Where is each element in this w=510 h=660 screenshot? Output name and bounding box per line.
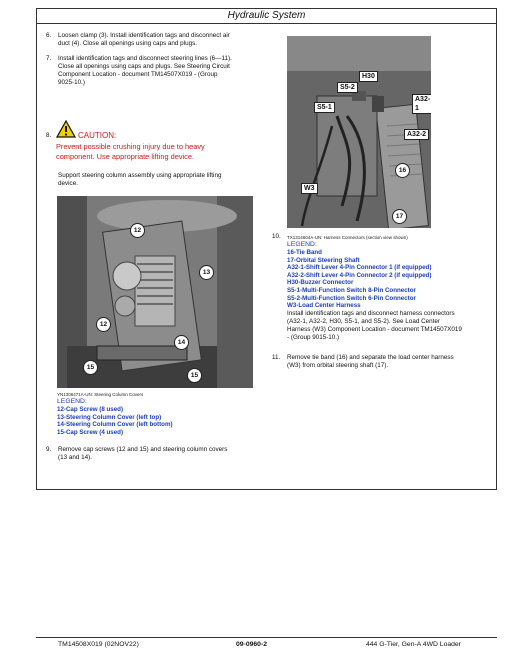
footer-doc-id: TM14508X019 (02NOV22)	[58, 641, 139, 648]
figure-caption: YN1306471A-UN: Steering Column Covers	[57, 392, 144, 397]
step-number: 7.	[46, 55, 52, 62]
legend-title: LEGEND:	[57, 398, 87, 405]
legend-item: S5-2-Multi-Function Switch 6-Pin Connector	[287, 294, 416, 302]
step-number: 6.	[46, 32, 52, 39]
step-text-line: (13 and 14).	[58, 454, 92, 461]
step-text-line: Install identification tags and disconnect steering lines (6—11).	[58, 55, 232, 62]
harness-connectors-photo	[287, 36, 431, 228]
callout-12: 12	[96, 317, 111, 332]
callout-14: 14	[174, 335, 189, 350]
caution-line: Prevent possible crushing injury due to heavy	[56, 142, 205, 151]
step-text-line: Harness (W3) Component Location - document TM14507X019	[287, 326, 462, 333]
legend-item: W3-Load Center Harness	[287, 302, 361, 310]
callout-a32-2: A32-2	[404, 129, 429, 140]
step-text-line: duct (4). Close all openings using caps and plugs.	[58, 40, 197, 47]
step-text-line: 9025-10.)	[58, 79, 85, 86]
callout-s5-1: S5-1	[314, 102, 335, 113]
callout-w3: W3	[301, 183, 318, 194]
page-footer	[36, 637, 497, 651]
caution-label: CAUTION:	[78, 131, 117, 140]
figure-caption: TX1314604A-UN: Harness Connectors (section view shown)	[287, 235, 408, 240]
caution-line: component. Use appropriate lifting device.	[56, 152, 195, 161]
legend-item: 17-Orbital Steering Shaft	[287, 256, 360, 264]
legend-left	[57, 398, 173, 436]
callout-17: 17	[392, 209, 407, 224]
step-text-line: Install identification tags and disconnect harness connectors	[287, 310, 455, 317]
legend-item: 15-Cap Screw (4 used)	[57, 428, 124, 436]
legend-item: A32-1-Shift Lever 4-Pin Connector 1 (if equipped)	[287, 264, 432, 272]
legend-item: 12-Cap Screw (8 used)	[57, 406, 124, 413]
step-number: 9.	[46, 446, 52, 453]
caution-text	[56, 142, 266, 162]
step-text-line: Loosen clamp (3). Install identification tags and disconnect air	[58, 32, 230, 39]
warning-icon	[56, 120, 76, 138]
step-text-line: Support steering column assembly using appropriate lifting	[58, 172, 222, 179]
page-header: Hydraulic System	[36, 8, 497, 24]
step-text-line: Remove cap screws (12 and 15) and steering column covers	[58, 446, 228, 453]
callout-16: 16	[395, 163, 410, 178]
callout-s5-2: S5-2	[337, 82, 358, 93]
step-text-line: Remove tie band (16) and separate the load center harness	[287, 354, 454, 361]
step-8	[46, 120, 271, 180]
callout-15: 15	[187, 368, 202, 383]
step-text-line: (W3) from orbital steering shaft (17).	[287, 362, 389, 369]
callout-15: 15	[83, 360, 98, 375]
legend-item: 14-Steering Column Cover (left bottom)	[57, 421, 173, 429]
step-text-line: device.	[58, 180, 78, 187]
step-text-line: (A32-1, A32-2, H30, S5-1, and S5-2). See Load Center	[287, 318, 440, 325]
legend-item: H30-Buzzer Connector	[287, 279, 354, 287]
footer-page-number: 09-0960-2	[236, 641, 267, 648]
legend-item: S5-1-Multi-Function Switch 8-Pin Connector	[287, 286, 416, 294]
callout-13: 13	[199, 265, 214, 280]
step-text-line: - (Group 9015-10.)	[287, 334, 340, 341]
footer-model: 444 G-Tier, Gen-A 4WD Loader	[366, 641, 461, 648]
callout-a32-1: A32-1	[412, 94, 431, 114]
step-text-line: Component Location - document TM14507X019 - (Group	[58, 71, 218, 78]
steering-column-photo	[57, 196, 253, 388]
legend-title: LEGEND:	[287, 241, 317, 248]
callout-h30: H30	[359, 71, 378, 82]
step-text-line: Close all openings using caps and plugs. See Steering Circuit	[58, 63, 230, 70]
step-number: 8.	[46, 132, 52, 139]
legend-item: 13-Steering Column Cover (left top)	[57, 413, 162, 421]
step-10-text	[287, 310, 492, 342]
legend-item: 16-Tie Band	[287, 249, 322, 256]
callout-12: 12	[130, 223, 145, 238]
legend-item: A32-2-Shift Lever 4-Pin Connector 2 (if equipped)	[287, 271, 432, 279]
steering-column-illustration	[57, 196, 253, 388]
step-number: 10.	[272, 233, 281, 240]
legend-right	[287, 241, 431, 310]
step-number: 11.	[272, 354, 281, 361]
